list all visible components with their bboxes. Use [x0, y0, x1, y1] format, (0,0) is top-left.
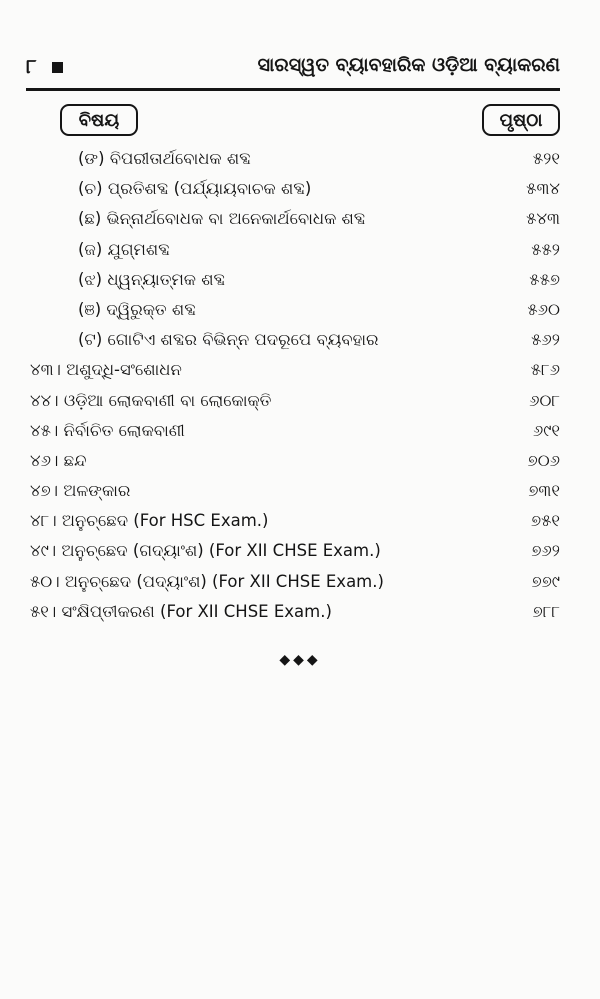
toc-entry-label: ୪୩। ଅଶୁଦ୍ଧି-ସଂଶୋଧନ [30, 360, 182, 380]
toc-entry-label: (ଛ) ଭିନ୍ନାର୍ଥବୋଧକ ବା ଅନେକାର୍ଥବୋଧକ ଶବ୍ଦ [78, 209, 366, 229]
toc-entry-label: ୪୭। ଅଳଙ୍କାର [30, 481, 131, 501]
toc-entry [0, 597, 600, 627]
toc-entry-page: ୫୪୩ [526, 209, 560, 229]
toc-entry-page: ୫୫୭ [529, 269, 560, 289]
toc-entry-page: ୬୦୮ [529, 390, 560, 410]
table-of-contents [0, 144, 600, 627]
diamond-ornament-icon: ◆◆◆ [279, 652, 321, 668]
toc-entry-page: ୭୩୧ [528, 481, 560, 501]
toc-entry-label: (ଟ) ଗୋଟିଏ ଶବ୍ଦର ବିଭିନ୍ନ ପଦରୂପେ ବ୍ୟବହାର [78, 330, 379, 350]
toc-entry-page: ୫୬୨ [531, 330, 560, 350]
toc-entry-page: ୭୭୯ [531, 571, 560, 591]
toc-entry-page: ୫୮୬ [530, 360, 560, 380]
toc-entry [0, 325, 600, 355]
book-title: ସାରସ୍ୱତ ବ୍ୟାବହାରିକ ଓଡ଼ିଆ ବ୍ୟାକରଣ [257, 54, 560, 76]
toc-entry-label: ୪୬। ଛନ୍ଦ [30, 450, 87, 470]
toc-entry-label: ୪୯। ଅନୁଚ୍ଛେଦ (ଗଦ୍ୟାଂଶ) (For XII CHSE Exam.) [30, 541, 381, 561]
toc-entry-label: ୫୦। ଅନୁଚ୍ଛେଦ (ପଦ୍ୟାଂଶ) (For XII CHSE Exam.) [30, 571, 384, 591]
toc-entry-page: ୫୩୪ [526, 179, 560, 199]
toc-entry [0, 536, 600, 566]
page-column-heading: ପୃଷ୍ଠା [482, 104, 560, 136]
toc-entry [0, 265, 600, 295]
toc-entry [0, 204, 600, 234]
toc-entry-page: ୫୫୨ [531, 239, 560, 259]
toc-entry [0, 386, 600, 416]
toc-entry-page: ୭୦୬ [527, 450, 560, 470]
toc-entry-label: ୪୫। ନିର୍ବାଚିତ ଲୋକବାଣୀ [30, 420, 185, 440]
toc-entry-label: (ଚ) ପ୍ରତିଶବ୍ଦ (ପର୍ଯ୍ୟାୟବାଚକ ଶବ୍ଦ) [78, 179, 312, 199]
toc-entry [0, 295, 600, 325]
toc-entry [0, 567, 600, 597]
toc-entry-label: ୫୧। ସଂକ୍ଷିପ୍ତୀକରଣ (For XII CHSE Exam.) [30, 601, 332, 621]
toc-entry [0, 446, 600, 476]
header-rule [26, 88, 560, 91]
toc-entry [0, 235, 600, 265]
subject-column-heading: ବିଷୟ [60, 104, 138, 136]
toc-entry [0, 476, 600, 506]
toc-entry-page: ୫୨୧ [532, 149, 560, 168]
toc-entry-page: ୭୫୧ [531, 511, 560, 531]
toc-entry-page: ୬୯୧ [532, 420, 560, 440]
square-ornament-icon [52, 62, 63, 73]
toc-entry-label: (ଙ) ବିପରୀତାର୍ଥବୋଧକ ଶବ୍ଦ [78, 149, 251, 168]
page-number: ୮ [26, 54, 37, 78]
running-header [26, 50, 560, 84]
toc-entry-label: ୪୮। ଅନୁଚ୍ଛେଦ (For HSC Exam.) [30, 511, 269, 531]
toc-entry [0, 355, 600, 385]
toc-entry [0, 174, 600, 204]
toc-entry-label: (ଜ) ଯୁଗ୍ମଶବ୍ଦ [78, 239, 170, 259]
toc-entry-label: (ଞ) ଦ୍ୱିରୁକ୍ତ ଶବ୍ଦ [78, 299, 196, 319]
toc-entry-label: (ଝ) ଧ୍ୱନ୍ୟାତ୍ମକ ଶବ୍ଦ [78, 269, 226, 289]
toc-entry-page: ୭୮୮ [532, 601, 560, 621]
toc-entry [0, 144, 600, 174]
toc-entry-label: ୪୪। ଓଡ଼ିଆ ଲୋକବାଣୀ ବା ଲୋକୋକ୍ତି [30, 390, 272, 410]
toc-entry-page: ୭୬୨ [531, 541, 560, 561]
toc-entry [0, 416, 600, 446]
toc-entry [0, 506, 600, 536]
toc-entry-page: ୫୬୦ [527, 299, 560, 319]
